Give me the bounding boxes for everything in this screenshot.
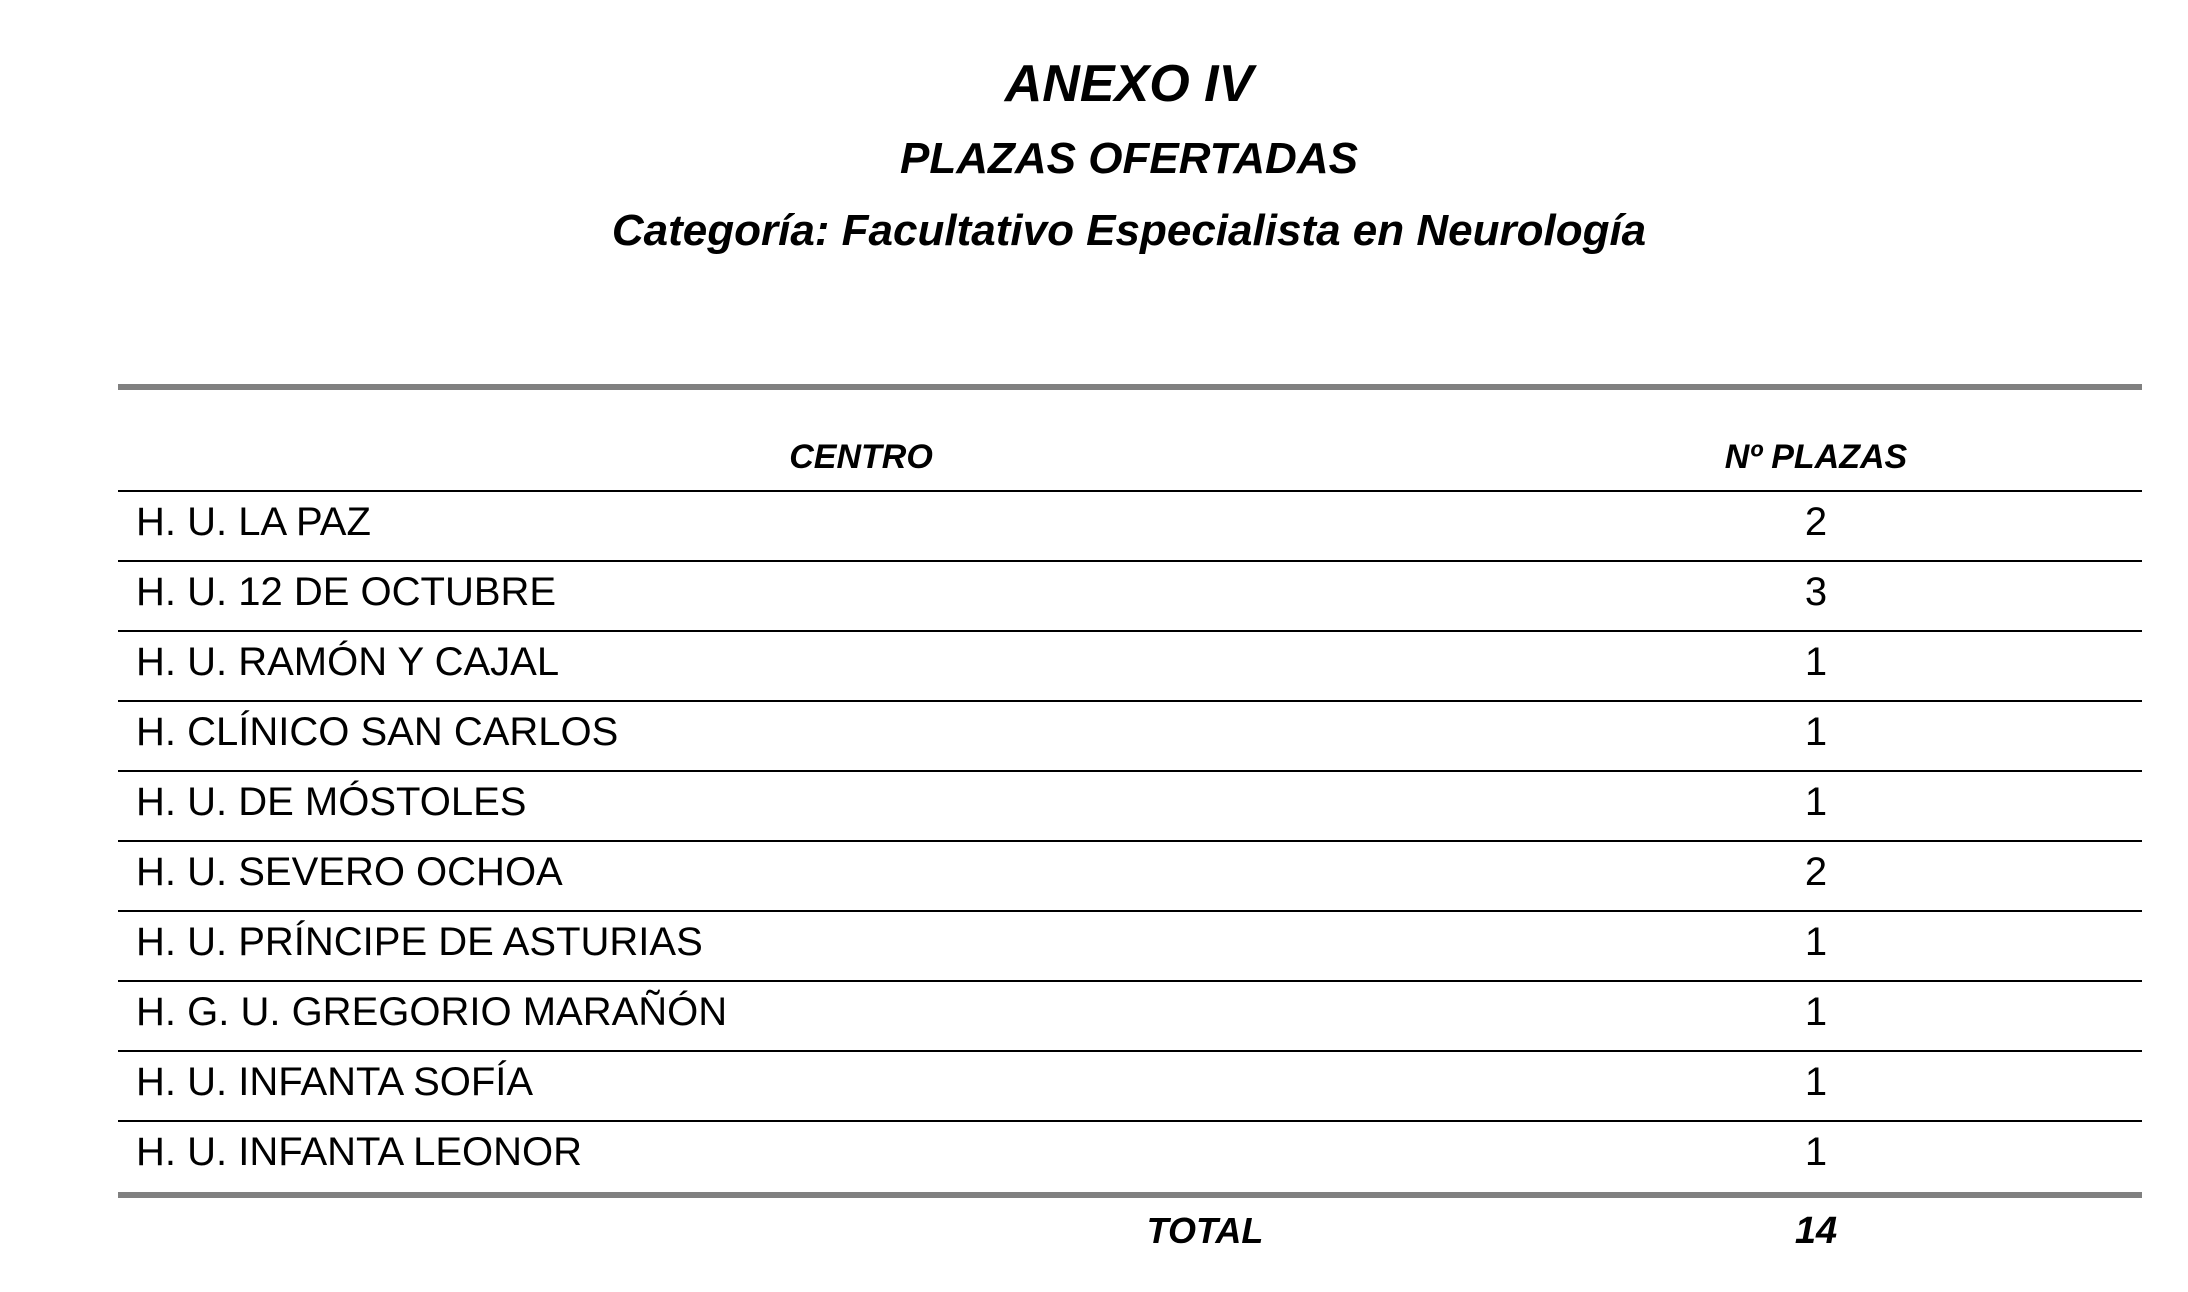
category-heading: Categoría: Facultativo Especialista en Neurología: [611, 206, 1647, 255]
plazas-cell: 1: [1804, 710, 1828, 754]
centro-cell: H. U. PRÍNCIPE DE ASTURIAS: [136, 920, 703, 964]
plazas-table: [118, 492, 2142, 1190]
plazas-cell: 1: [1804, 1130, 1828, 1174]
plazas-cell: 1: [1804, 640, 1828, 684]
table-row: [118, 492, 2142, 562]
plazas-cell: 1: [1804, 920, 1828, 964]
table-row: [118, 842, 2142, 912]
centro-cell: H. G. U. GREGORIO MARAÑÓN: [136, 990, 728, 1034]
centro-cell: H. CLÍNICO SAN CARLOS: [136, 710, 619, 754]
centro-cell: H. U. SEVERO OCHOA: [136, 850, 563, 894]
table-row: [118, 772, 2142, 842]
centro-cell: H. U. DE MÓSTOLES: [136, 780, 527, 824]
centro-cell: H. U. INFANTA SOFÍA: [136, 1060, 534, 1104]
page-subtitle: PLAZAS OFERTADAS: [900, 134, 1358, 183]
table-row: [118, 982, 2142, 1052]
plazas-cell: 2: [1804, 500, 1828, 544]
table-row: [118, 562, 2142, 632]
centro-cell: H. U. 12 DE OCTUBRE: [136, 570, 557, 614]
centro-cell: H. U. INFANTA LEONOR: [136, 1130, 582, 1174]
centro-cell: H. U. LA PAZ: [136, 500, 371, 544]
column-header-centro: CENTRO: [789, 438, 933, 476]
plazas-cell: 1: [1804, 990, 1828, 1034]
centro-cell: H. U. RAMÓN Y CAJAL: [136, 640, 560, 684]
table-row: [118, 1122, 2142, 1190]
total-value: 14: [1794, 1210, 1838, 1252]
table-row: [118, 632, 2142, 702]
table-top-rule: [118, 384, 2142, 390]
plazas-cell: 3: [1804, 570, 1828, 614]
annex-title: ANEXO IV: [1004, 55, 1254, 113]
table-row: [118, 1052, 2142, 1122]
plazas-cell: 1: [1804, 780, 1828, 824]
table-row: [118, 702, 2142, 772]
plazas-cell: 1: [1804, 1060, 1828, 1104]
table-bottom-rule: [118, 1192, 2142, 1198]
column-header-plazas: Nº PLAZAS: [1724, 438, 1908, 476]
table-row: [118, 912, 2142, 982]
plazas-cell: 2: [1804, 850, 1828, 894]
total-label: TOTAL: [1146, 1210, 1264, 1251]
